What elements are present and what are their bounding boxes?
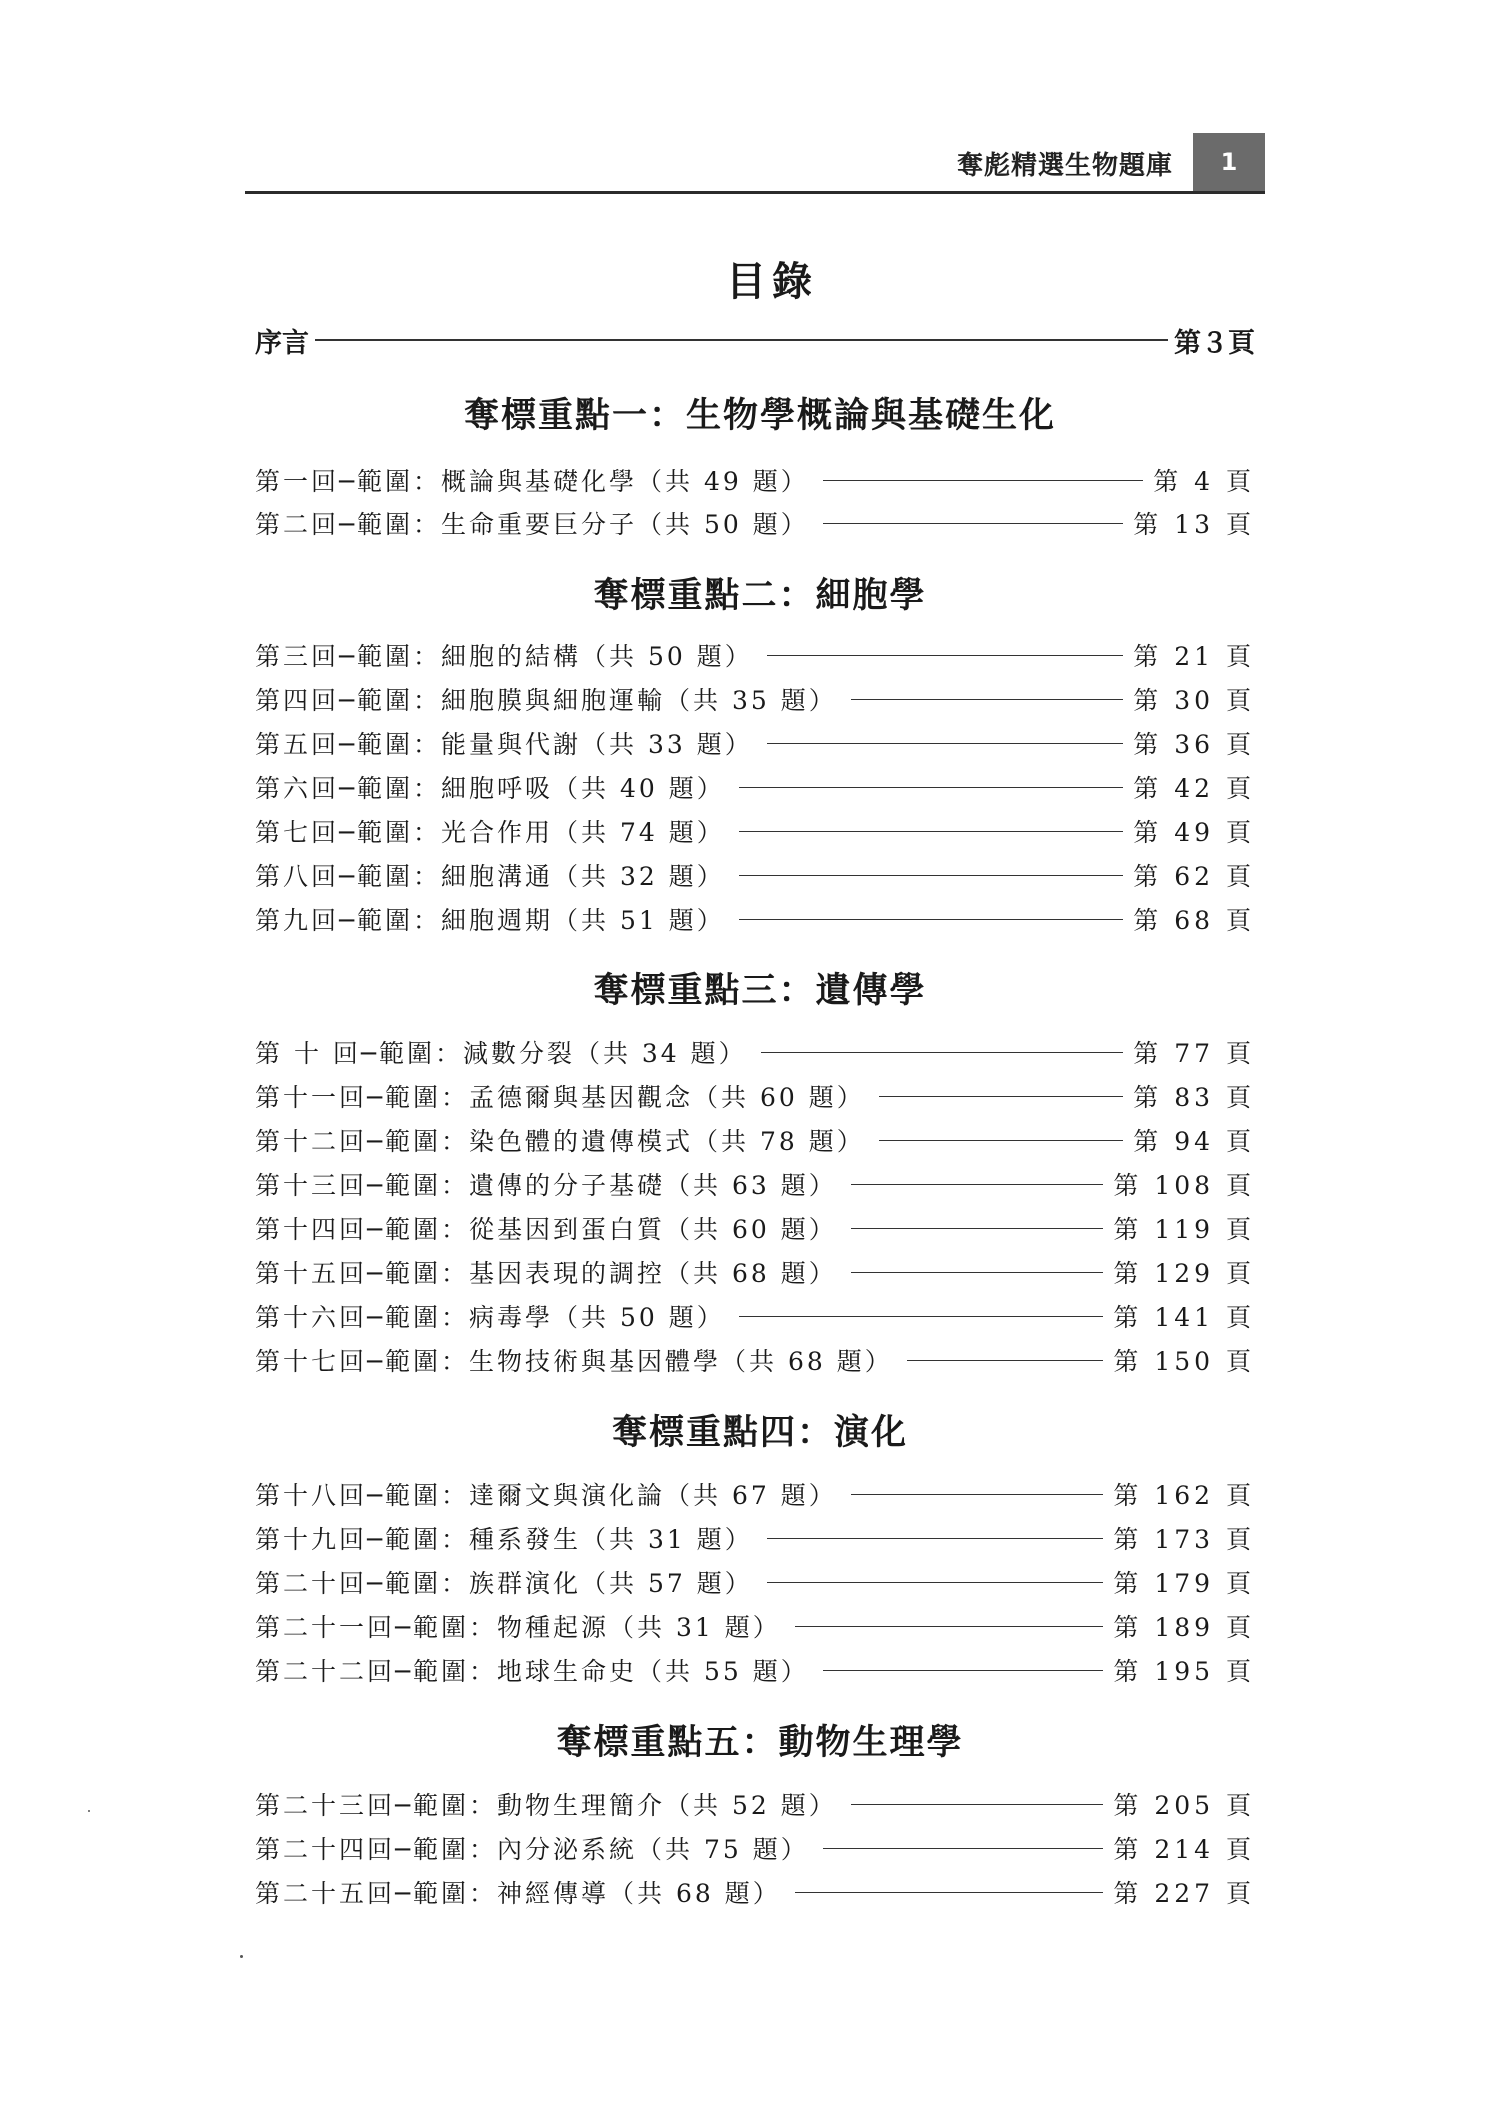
section-heading: 奪標重點二：細胞學 [593,576,927,616]
entry-page: 第 227 頁 [1113,1879,1255,1908]
toc-entry[interactable] [255,1296,1255,1336]
toc-entry[interactable] [255,1828,1255,1868]
entry-page: 第 205 頁 [1113,1791,1255,1820]
entry-label: 第七回─範圍：光合作用（共 74 題） [255,818,725,847]
leader-line [315,339,1168,341]
entry-label: 第十七回─範圍：生物技術與基因體學（共 68 題） [255,1347,893,1376]
toc-entry[interactable] [255,1562,1255,1602]
entry-page: 第 119 頁 [1113,1215,1255,1244]
leader-line [739,919,1124,920]
scan-speck [88,1810,90,1812]
leader-line [823,1848,1104,1849]
leader-line [879,1140,1124,1141]
entry-label: 第二十五回─範圍：神經傳導（共 68 題） [255,1879,781,1908]
running-header [245,133,1265,194]
entry-page: 第 77 頁 [1133,1039,1255,1068]
entry-page: 第 13 頁 [1133,510,1255,539]
entry-label: 第六回─範圍：細胞呼吸（共 40 題） [255,774,725,803]
toc-entry[interactable] [255,1784,1255,1824]
toc-entry[interactable] [255,1606,1255,1646]
entry-label: 第九回─範圍：細胞週期（共 51 題） [255,906,725,935]
entry-label: 第 十 回─範圍：減數分裂（共 34 題） [255,1039,747,1068]
leader-line [739,875,1124,876]
toc-entry[interactable] [255,767,1255,807]
entry-page: 第 173 頁 [1113,1525,1255,1554]
preface-page: 第３頁 [1174,327,1255,359]
leader-line [795,1892,1104,1893]
preface-label: 序言 [255,327,309,359]
leader-line [767,655,1124,656]
leader-line [823,1670,1104,1671]
entry-page: 第 141 頁 [1113,1303,1255,1332]
entry-label: 第三回─範圍：細胞的結構（共 50 題） [255,642,753,671]
toc-entry[interactable] [255,1518,1255,1558]
leader-line [767,1582,1104,1583]
toc-entry[interactable] [255,1474,1255,1514]
section-heading: 奪標重點三：遺傳學 [593,971,927,1011]
entry-label: 第十五回─範圍：基因表現的調控（共 68 題） [255,1259,837,1288]
leader-line [879,1096,1124,1097]
toc-entry[interactable] [255,679,1255,719]
toc-entry[interactable] [255,1340,1255,1380]
toc-entry[interactable] [255,503,1255,543]
scan-speck [240,1955,243,1958]
entry-page: 第 195 頁 [1113,1657,1255,1686]
entry-label: 第八回─範圍：細胞溝通（共 32 題） [255,862,725,891]
entry-page: 第 189 頁 [1113,1613,1255,1642]
leader-line [739,831,1124,832]
toc-entry[interactable] [255,855,1255,895]
toc-entry[interactable] [255,1032,1255,1072]
leader-line [851,1272,1104,1273]
entry-page: 第 94 頁 [1133,1127,1255,1156]
entry-label: 第二十二回─範圍：地球生命史（共 55 題） [255,1657,809,1686]
page-number-badge: 1 [1193,133,1265,191]
leader-line [851,1184,1104,1185]
entry-label: 第十二回─範圍：染色體的遺傳模式（共 78 題） [255,1127,865,1156]
toc-entry[interactable] [255,723,1255,763]
leader-line [795,1626,1104,1627]
leader-line [851,1228,1104,1229]
entry-label: 第二十四回─範圍：內分泌系統（共 75 題） [255,1835,809,1864]
toc-entry-preface[interactable] [255,320,1255,360]
leader-line [851,1494,1104,1495]
entry-page: 第 62 頁 [1133,862,1255,891]
entry-page: 第 162 頁 [1113,1481,1255,1510]
leader-line [739,787,1124,788]
entry-page: 第 4 頁 [1153,467,1255,496]
entry-label: 第一回─範圍：概論與基礎化學（共 49 題） [255,467,809,496]
entry-page: 第 68 頁 [1133,906,1255,935]
entry-page: 第 214 頁 [1113,1835,1255,1864]
toc-entry[interactable] [255,1252,1255,1292]
entry-page: 第 36 頁 [1133,730,1255,759]
book-title: 奪彪精選生物題庫 [956,151,1173,181]
toc-entry[interactable] [255,635,1255,675]
section-heading: 奪標重點一：生物學概論與基礎生化 [463,396,1056,436]
leader-line [767,1538,1104,1539]
toc-entry[interactable] [255,1872,1255,1912]
entry-label: 第二十一回─範圍：物種起源（共 31 題） [255,1613,781,1642]
leader-line [761,1052,1124,1053]
entry-page: 第 129 頁 [1113,1259,1255,1288]
entry-page: 第 42 頁 [1133,774,1255,803]
entry-page: 第 30 頁 [1133,686,1255,715]
leader-line [907,1360,1104,1361]
toc-entry[interactable] [255,1650,1255,1690]
entry-page: 第 83 頁 [1133,1083,1255,1112]
entry-label: 第十六回─範圍：病毒學（共 50 題） [255,1303,725,1332]
toc-entry[interactable] [255,1076,1255,1116]
entry-page: 第 108 頁 [1113,1171,1255,1200]
entry-label: 第五回─範圍：能量與代謝（共 33 題） [255,730,753,759]
toc-entry[interactable] [255,1164,1255,1204]
entry-page: 第 179 頁 [1113,1569,1255,1598]
toc-entry[interactable] [255,1120,1255,1160]
toc-entry[interactable] [255,899,1255,939]
entry-label: 第二回─範圍：生命重要巨分子（共 50 題） [255,510,809,539]
entry-label: 第十九回─範圍：種系發生（共 31 題） [255,1525,753,1554]
toc-entry[interactable] [255,1208,1255,1248]
leader-line [823,480,1143,481]
entry-page: 第 150 頁 [1113,1347,1255,1376]
entry-label: 第十一回─範圍：孟德爾與基因觀念（共 60 題） [255,1083,865,1112]
entry-label: 第十三回─範圍：遺傳的分子基礎（共 63 題） [255,1171,837,1200]
leader-line [767,743,1124,744]
toc-entry[interactable] [255,460,1255,500]
entry-label: 第四回─範圍：細胞膜與細胞運輸（共 35 題） [255,686,837,715]
entry-page: 第 21 頁 [1133,642,1255,671]
entry-label: 第十八回─範圍：達爾文與演化論（共 67 題） [255,1481,837,1510]
leader-line [851,699,1124,700]
section-heading: 奪標重點五：動物生理學 [556,1723,964,1763]
leader-line [823,523,1124,524]
entry-label: 第十四回─範圍：從基因到蛋白質（共 60 題） [255,1215,837,1244]
toc-entry[interactable] [255,811,1255,851]
leader-line [851,1804,1104,1805]
entry-label: 第二十回─範圍：族群演化（共 57 題） [255,1569,753,1598]
entry-page: 第 49 頁 [1133,818,1255,847]
entry-label: 第二十三回─範圍：動物生理簡介（共 52 題） [255,1791,837,1820]
section-heading: 奪標重點四：演化 [611,1413,908,1453]
leader-line [739,1316,1104,1317]
toc-title: 目錄 [726,259,818,305]
